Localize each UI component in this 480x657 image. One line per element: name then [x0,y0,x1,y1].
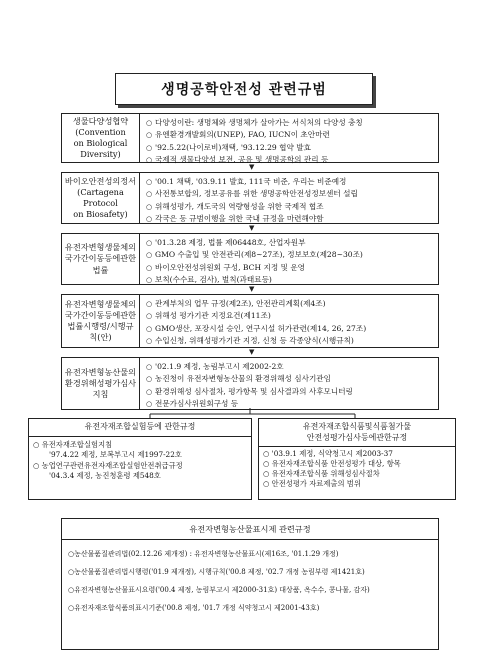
bullet-circle-icon [146,274,155,286]
bullet-circle-icon [146,335,155,347]
section-biodiversity-convention [61,113,439,163]
arrow-down-icon: ▼ [249,163,255,171]
box-body [62,540,438,622]
section-lmo-enforcement [61,294,439,348]
list-item: ○각국은 동 규범이행을 위한 국내 규정을 마련해야함 [146,213,436,225]
list-item: ○'02.1.9 제정, 농림부고시 제2002-2호 [146,361,436,373]
list-item: ○'00.1 채택, '03.9.11 발효, 111국 비준, 우리는 비준예정 [146,176,436,188]
section-items [146,176,436,226]
list-item: ○환경위해성 심사절차, 평가항목 및 심사결과의 사후모니터링 [146,386,436,398]
box-body [29,437,251,485]
section-items [146,298,436,348]
section-label: 유전자변형생물체의 국가간이동등에관한 법률시행령/시행규 칙(안) [62,295,140,347]
list-item: ○유전자변형농산물표시요령('00.4 제정, 농림부고시 제2000-31호) 대상품, 옥수수, 콩나물, 감자) [68,586,370,594]
list-item: ○ '03.9.1 제정, 식약청고시 제2003-37 [263,449,393,458]
list-item: ○사전통보합의, 정보공유를 위한 생명공학안전성정보센터 설립 [146,188,436,200]
bullet-circle-icon [146,213,155,225]
list-item: ○농산물품질관리법시행령('01.9 제개정), 시행규칙('00.8 제정, '02.7 개정 농림부령 제1421호) [68,568,365,576]
list-item: ○관계부처의 업무 규정(제2조), 안전관리계획(제4조) [146,298,436,310]
gm-food-safety-box [258,418,456,500]
bullet-circle-icon [146,117,155,129]
list-item: ○국제적 생물다양성 보전, 공유 및 생명공학의 관리 등 [146,154,436,166]
bullet-circle-icon [146,323,155,335]
list-item: ○ 유전자재조합식품 위해성심사절차 [263,469,380,478]
bullet-circle-icon [146,142,155,154]
list-item: '97.4.22 제정, 보복부고시 제1997-22호 [49,450,182,460]
list-item: ○'92.5.22(나이로비)채택, '93.12.29 협약 발효 [146,142,436,154]
list-item: ○ 농업연구관련유전자재조합실험안전취급규정 [33,460,183,470]
box-heading: 유전자재조합식품및식품첨가물 안전성평가심사등에관한규정 [259,419,455,447]
page-title: 생명공학안전성 관련규범 [115,73,373,105]
section-label: 바이오안전성의정서 (Cartagena Protocol on Biosafety) [62,173,140,223]
section-label: 유전자변형생물체의 국가간이동등에관한 법률 [62,234,140,284]
list-item: ○바이오안전성위원회 구성, BCH 지정 및 운영 [146,262,436,274]
bullet-circle-icon [146,237,155,249]
list-item: ○ 안전성평가 자료제출의 범위 [263,479,361,488]
bullet-circle-icon [146,373,155,385]
section-items [146,117,436,167]
box-heading: 유전자변형농산물표시제 관련규정 [62,519,438,540]
gmo-labeling-box [61,518,439,650]
bullet-circle-icon [146,298,155,310]
list-item: ○위해성평가, 개도국의 역량형성을 위한 국제적 협조 [146,201,436,213]
list-item: ○ 유전자재조합실험지침 [33,439,113,449]
arrow-down-icon: ▼ [249,348,255,356]
list-item: ○농진청이 유전자변형농산물의 환경위해성 심사기관임 [146,373,436,385]
bullet-circle-icon [146,262,155,274]
list-item: ○GMO 수출입 및 안전관리(제8~27조), 정보보호(제28~30조) [146,249,436,261]
arrow-down-icon: ▼ [249,224,255,232]
bullet-circle-icon [146,361,155,373]
list-item: '04.3.4 제정, 농진청훈령 제548호 [49,471,161,481]
section-label: 유전자변형농산물의 환경위해성평가심사 지침 [62,358,140,409]
arrow-down-icon: ▼ [249,285,255,293]
bullet-circle-icon [146,176,155,188]
list-item: ○ 유전자재조합식품 안전성평가 대상, 항목 [263,459,401,468]
section-items [146,361,436,411]
section-gmo-risk-guideline [61,357,439,410]
box-body [259,447,455,492]
list-item: ○다양성이란: 생명체와 생명체가 살아가는 서식처의 다양성 충칭 [146,117,436,129]
list-item: ○'01.3.28 제정, 법률 제06448호, 산업자원부 [146,237,436,249]
list-item: ○전문가심사위원회구성 등 [146,398,436,410]
list-item: ○위해성 평가기관 지정요건(제11조) [146,310,436,322]
box-heading: 유전자재조합실험등에 관한규정 [29,419,251,437]
list-item: ○GMO생산, 포장시설 승인, 연구시설 허가관련(제14, 26, 27조) [146,323,436,335]
recombinant-experiment-box [28,418,252,500]
section-lmo-act [61,233,439,285]
section-label: 생물다양성협약 (Convention on Biological Diversity) [62,114,140,162]
bullet-circle-icon [146,154,155,166]
list-item: ○농산물품질관리법(02.12.26 제개정) : 유전자변형농산물표시(제16조, '01.1.29 개정) [68,550,339,558]
bullet-circle-icon [146,201,155,213]
bullet-circle-icon [146,386,155,398]
list-item: ○유전자재조합식품의표시기준('00.8 제정, '01.7 개정 식약청고시 제2001-43호) [68,604,320,612]
list-item: ○보칙(수수료, 검사), 벌칙(과태료등) [146,274,436,286]
bullet-circle-icon [146,249,155,261]
list-item: ○유엔환경개발회의(UNEP), FAO, IUCN이 초안마련 [146,129,436,141]
section-items [146,237,436,287]
bullet-circle-icon [146,398,155,410]
bullet-circle-icon [146,129,155,141]
bullet-circle-icon [146,310,155,322]
bullet-circle-icon [146,188,155,200]
section-cartagena-protocol [61,172,439,224]
list-item: ○수입신청, 위해성평가기관 지정, 신청 등 각종양식(시행규칙) [146,335,436,347]
